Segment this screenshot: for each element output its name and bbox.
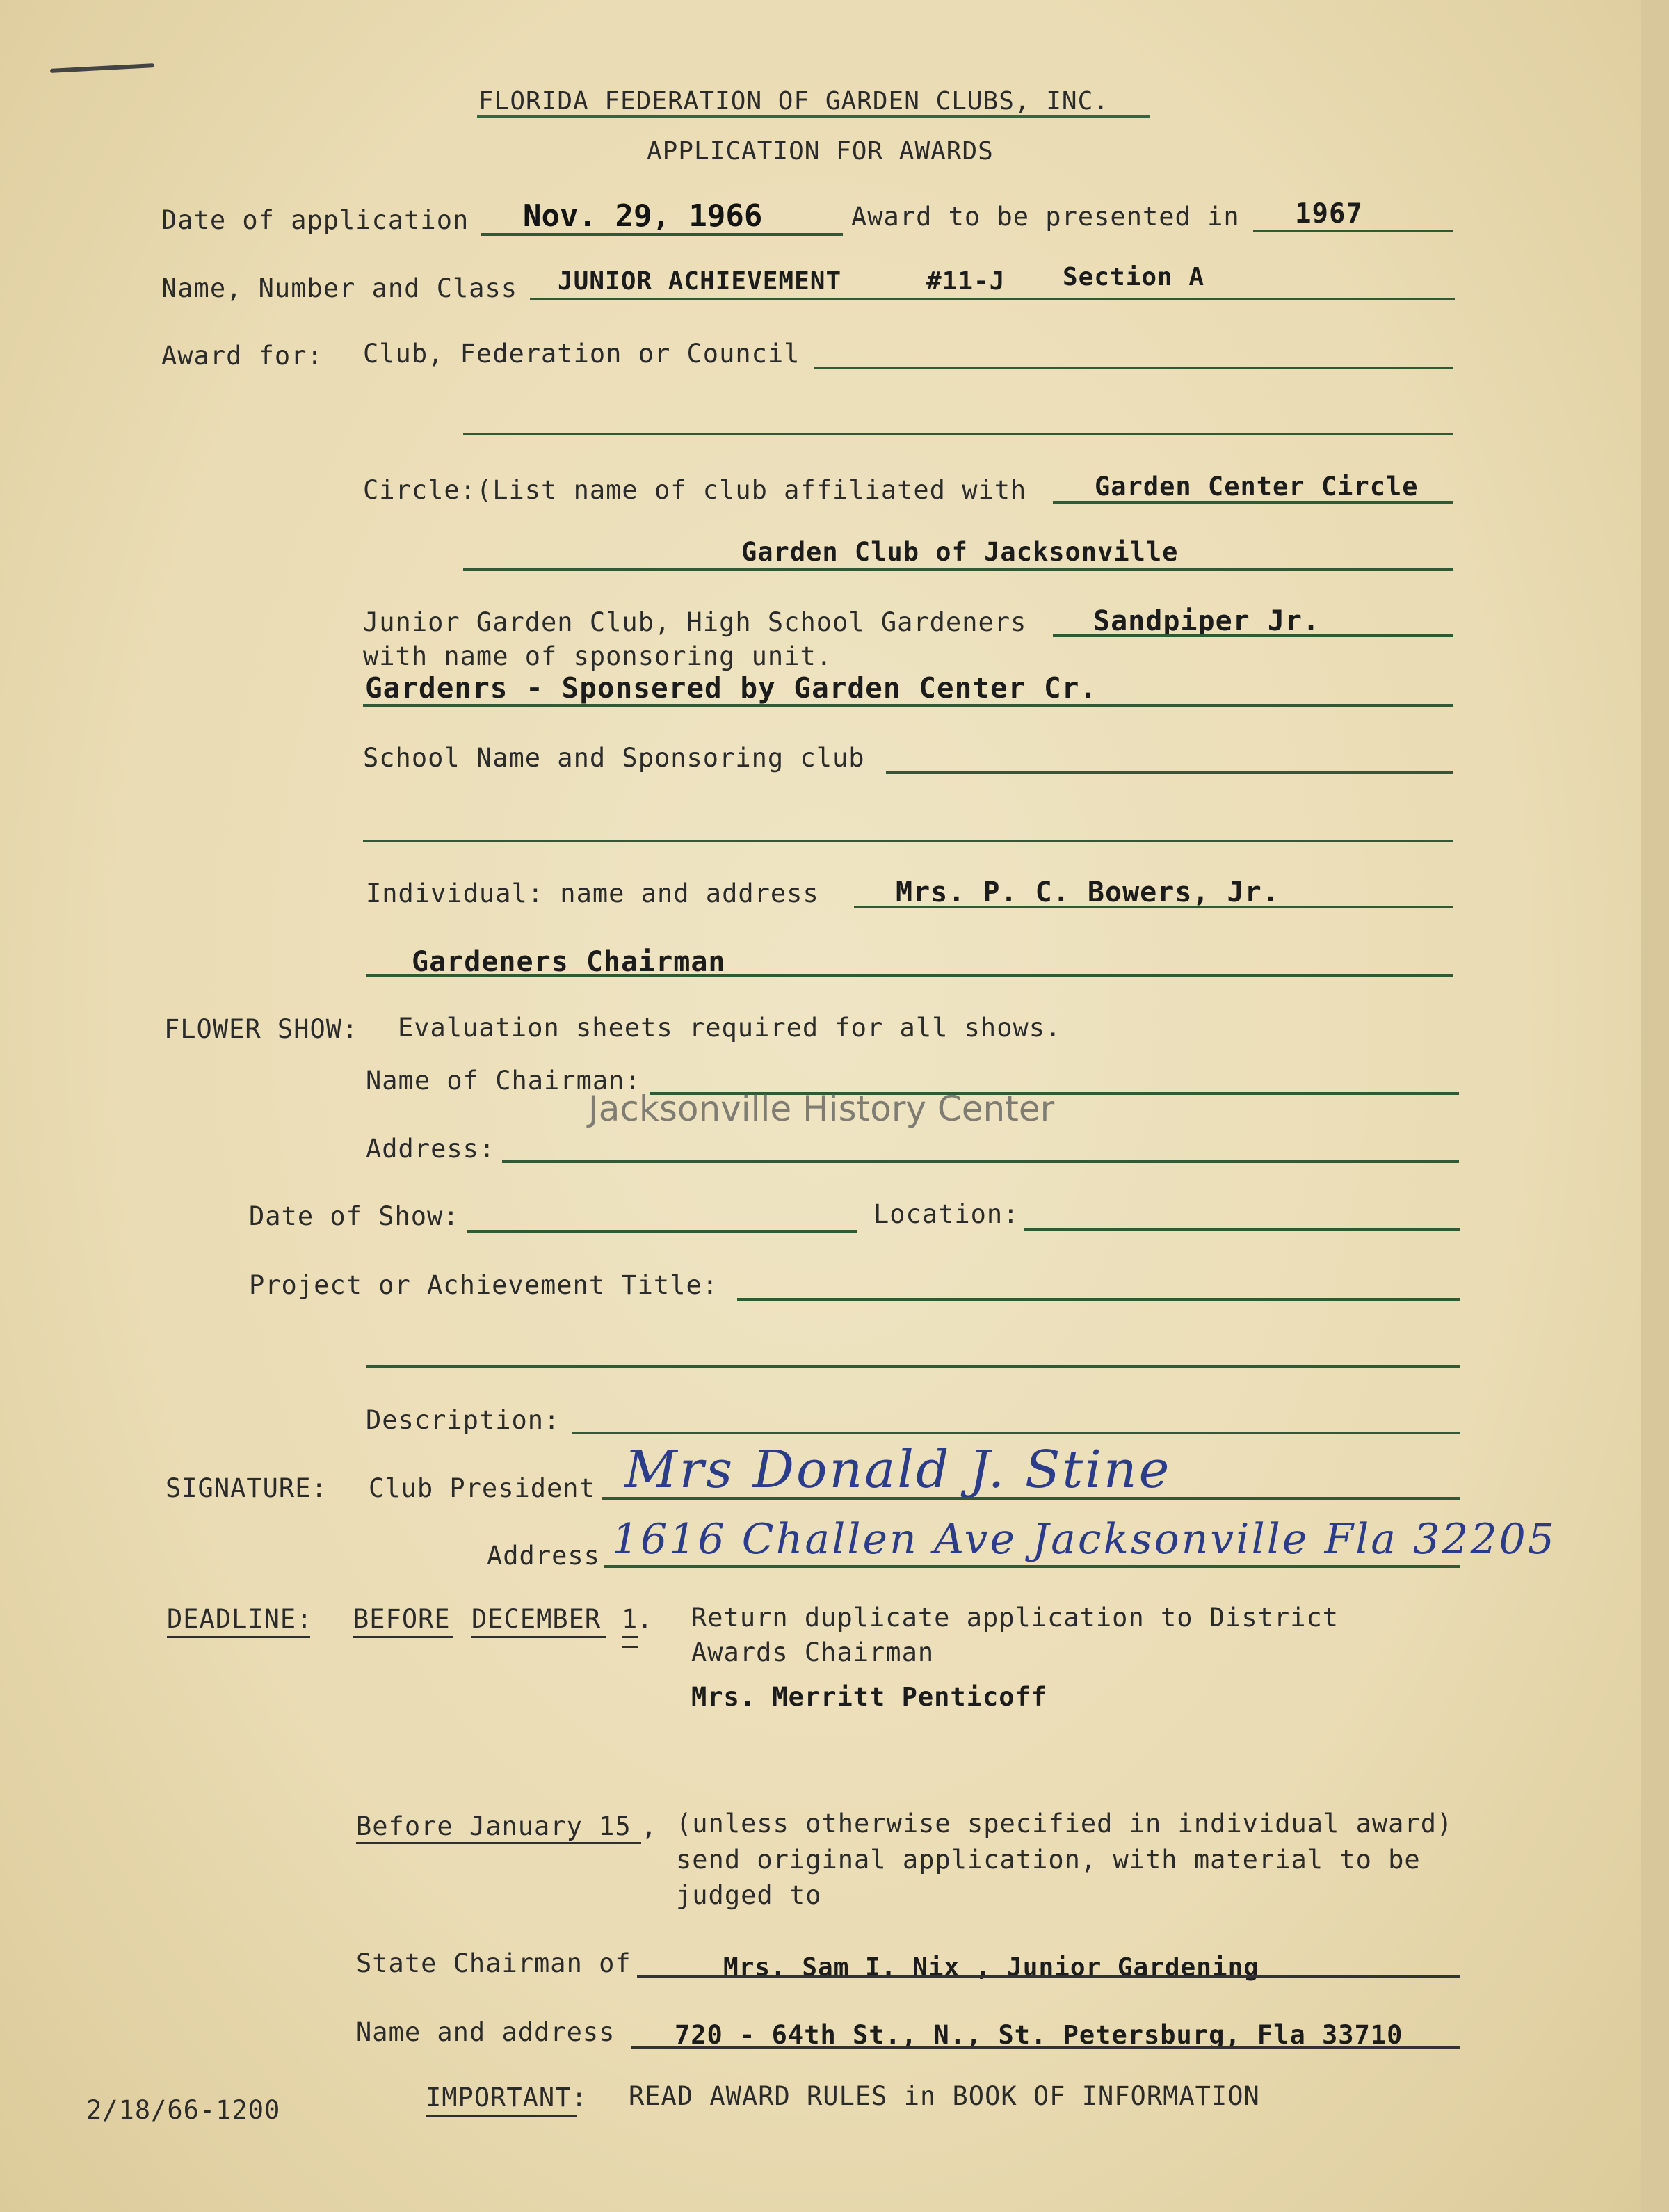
flower-show-heading: FLOWER SHOW: xyxy=(164,1014,359,1044)
before-jan-comma: , xyxy=(641,1811,658,1841)
before-jan-label: Before January 15 xyxy=(356,1811,631,1841)
signature-heading: SIGNATURE: xyxy=(166,1473,328,1503)
deadline-underline xyxy=(167,1636,310,1638)
award-for-label: Award for: xyxy=(161,341,323,371)
number-value[interactable]: #11-J xyxy=(926,267,1006,296)
school-line-2 xyxy=(363,840,1453,842)
project-label: Project or Achievement Title: xyxy=(249,1270,719,1300)
deadline-period: . xyxy=(637,1604,654,1634)
junior-line xyxy=(1053,634,1453,637)
state-chairman-value: Mrs. Sam I. Nix , Junior Gardening xyxy=(723,1953,1259,1982)
location-line xyxy=(1024,1228,1460,1231)
club-line xyxy=(814,367,1453,369)
description-line xyxy=(572,1432,1460,1434)
president-signature[interactable]: Mrs Donald J. Stine xyxy=(624,1440,1172,1500)
circle-label: Circle:(List name of club affiliated with xyxy=(363,475,1027,505)
return-line-1: Return duplicate application to District xyxy=(691,1603,1339,1633)
archive-watermark: Jacksonville History Center xyxy=(588,1089,1055,1129)
individual-value[interactable]: Mrs. P. C. Bowers, Jr. xyxy=(896,876,1280,908)
president-label: Club President xyxy=(369,1473,595,1503)
circle-line-2 xyxy=(463,568,1453,571)
important-label: IMPORTANT: xyxy=(426,2083,588,2113)
deadline-one: 1 xyxy=(622,1604,638,1634)
presented-value[interactable]: 1967 xyxy=(1295,198,1363,230)
important-text: READ AWARD RULES in BOOK OF INFORMATION xyxy=(629,2081,1260,2111)
sig-address-line xyxy=(604,1565,1460,1568)
individual-line xyxy=(854,906,1453,908)
org-title-rule xyxy=(477,115,1150,118)
send-line-2: send original application, with material to be xyxy=(676,1845,1421,1875)
name-address-value: 720 - 64th St., N., St. Petersburg, Fla 33710 xyxy=(675,2020,1403,2050)
state-chairman-label: State Chairman of xyxy=(356,1948,631,1978)
show-date-line xyxy=(467,1230,857,1233)
return-line-2: Awards Chairman xyxy=(691,1637,935,1667)
district-chairman: Mrs. Merritt Penticoff xyxy=(691,1682,1048,1712)
presented-line xyxy=(1253,230,1453,232)
form-code: 2/18/66-1200 xyxy=(86,2095,281,2125)
individual-value-2[interactable]: Gardeners Chairman xyxy=(412,946,726,978)
presented-label: Award to be presented in xyxy=(851,202,1240,232)
president-line xyxy=(602,1497,1460,1500)
school-label: School Name and Sponsoring club xyxy=(363,743,865,773)
deadline-december: DECEMBER xyxy=(471,1604,602,1634)
circle-line xyxy=(1053,501,1453,504)
sponsor-label: with name of sponsoring unit. xyxy=(363,641,833,671)
show-date-label: Date of Show: xyxy=(249,1201,460,1231)
sponsor-value[interactable]: Gardenrs - Sponsered by Garden Center Cr. xyxy=(365,671,1098,705)
fs-address-label: Address: xyxy=(366,1134,496,1164)
state-chairman-line xyxy=(637,1975,1460,1978)
date-label: Date of application xyxy=(161,205,469,235)
date-value[interactable]: Nov. 29, 1966 xyxy=(523,198,763,234)
org-title: FLORIDA FEDERATION OF GARDEN CLUBS, INC. xyxy=(478,87,1109,115)
flower-show-note: Evaluation sheets required for all shows. xyxy=(398,1013,1062,1043)
circle-value[interactable]: Garden Center Circle xyxy=(1095,472,1419,502)
section-value[interactable]: Section A xyxy=(1063,263,1205,291)
form-title: APPLICATION FOR AWARDS xyxy=(647,137,994,166)
one-underline xyxy=(622,1636,638,1638)
project-line xyxy=(737,1298,1460,1301)
send-line-1: (unless otherwise specified in individual award) xyxy=(676,1809,1453,1838)
chairman-label: Name of Chairman: xyxy=(366,1066,641,1096)
sig-address-label: Address xyxy=(487,1541,600,1571)
location-label: Location: xyxy=(873,1199,1019,1229)
project-line-2 xyxy=(366,1365,1460,1368)
junior-value[interactable]: Sandpiper Jr. xyxy=(1093,605,1321,637)
junior-label: Junior Garden Club, High School Gardeners xyxy=(363,607,1027,637)
circle-value-2[interactable]: Garden Club of Jacksonville xyxy=(741,537,1179,567)
fs-address-line xyxy=(502,1160,1459,1163)
deadline-before: BEFORE xyxy=(353,1604,451,1634)
date-line xyxy=(481,233,843,236)
one-underline-2 xyxy=(622,1646,638,1648)
individual-line-2 xyxy=(366,974,1453,977)
before-underline xyxy=(353,1636,453,1638)
important-underline xyxy=(426,2115,577,2117)
club-label: Club, Federation or Council xyxy=(363,339,800,369)
send-line-3: judged to xyxy=(676,1880,822,1910)
name-value[interactable]: JUNIOR ACHIEVEMENT xyxy=(558,267,842,296)
name-label: Name, Number and Class xyxy=(161,273,518,303)
sig-address-value[interactable]: 1616 Challen Ave Jacksonville Fla 32205 xyxy=(612,1515,1556,1564)
sponsor-line xyxy=(363,704,1453,707)
name-address-label: Name and address xyxy=(356,2017,615,2047)
name-address-line xyxy=(631,2046,1460,2049)
club-line-2 xyxy=(463,433,1453,435)
december-underline xyxy=(471,1636,606,1638)
school-line xyxy=(886,771,1453,774)
description-label: Description: xyxy=(366,1405,561,1435)
paper-edge xyxy=(1641,0,1669,2212)
before-jan-underline xyxy=(356,1842,641,1844)
name-line xyxy=(530,298,1455,300)
individual-label: Individual: name and address xyxy=(366,879,819,908)
deadline-heading: DEADLINE: xyxy=(167,1604,313,1634)
